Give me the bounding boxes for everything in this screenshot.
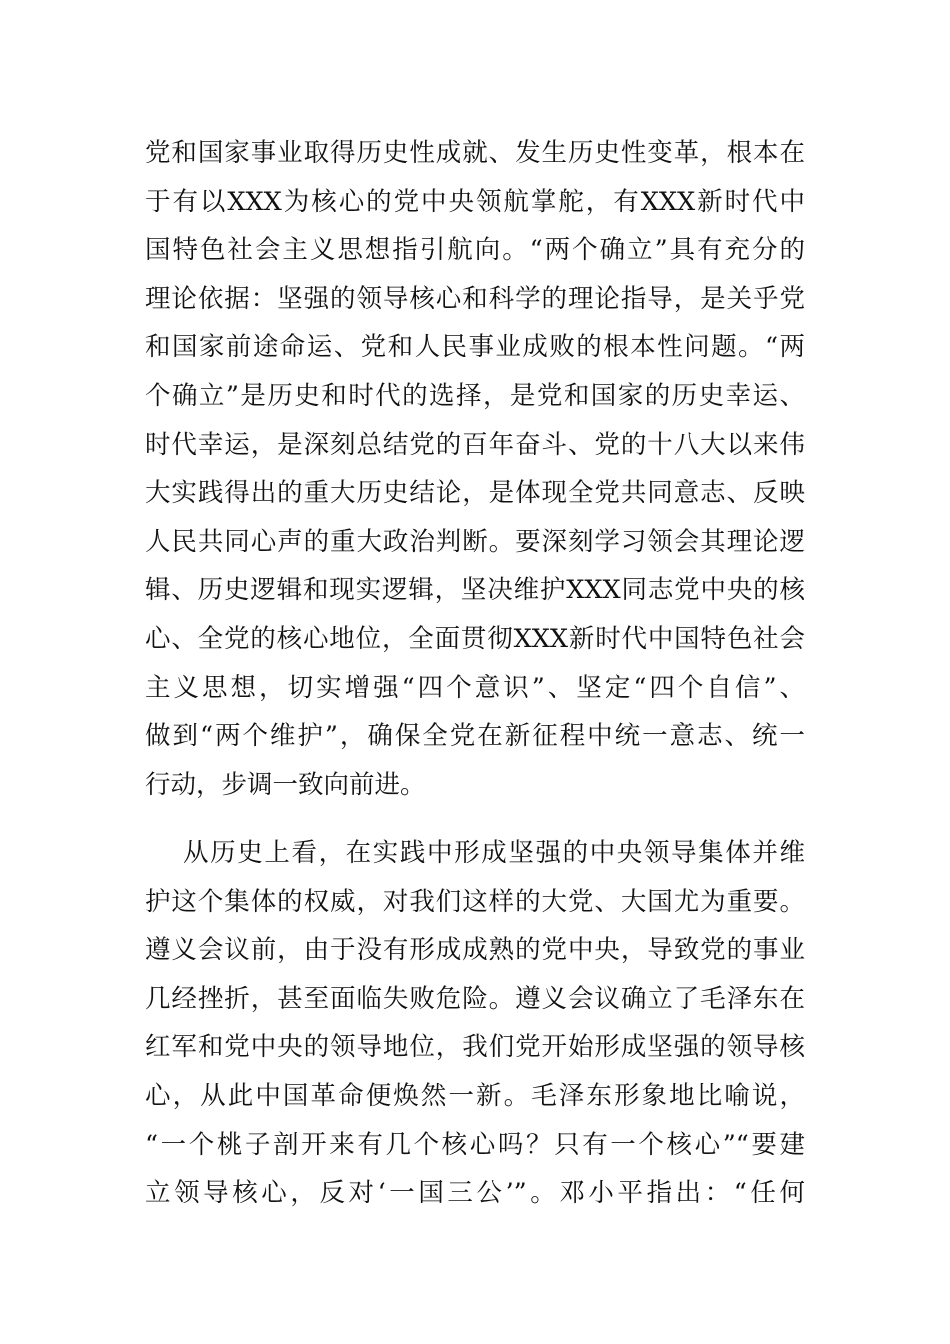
text-line: 主义思想，切实增强“四个意识”、坚定“四个自信”、 bbox=[145, 672, 805, 703]
text-line: 大实践得出的重大历史结论，是体现全党共同意志、反映 bbox=[145, 478, 805, 509]
text-line: 护这个集体的权威，对我们这样的大党、大国尤为重要。 bbox=[145, 886, 805, 917]
text-line: 从历史上看，在实践中形成坚强的中央领导集体并维 bbox=[183, 838, 805, 868]
text-line: 心，从此中国革命便焕然一新。毛泽东形象地比喻说， bbox=[145, 1080, 805, 1111]
text-line: 于有以XXX为核心的党中央领航掌舵，有XXX新时代中 bbox=[145, 186, 805, 217]
text-line: 做到“两个维护”，确保全党在新征程中统一意志、统一 bbox=[145, 721, 805, 752]
text-line: 几经挫折，甚至面临失败危险。遵义会议确立了毛泽东在 bbox=[145, 983, 805, 1014]
text-line: 国特色社会主义思想指引航向。“两个确立”具有充分的 bbox=[145, 235, 805, 266]
text-line: 立领导核心，反对‘一国三公’”。邓小平指出：“任何 bbox=[145, 1178, 805, 1209]
text-line: 行动，步调一致向前进。 bbox=[145, 769, 426, 800]
text-line: “一个桃子剖开来有几个核心吗？只有一个核心”“要建 bbox=[145, 1129, 805, 1160]
text-line: 理论依据：坚强的领导核心和科学的理论指导，是关乎党 bbox=[145, 283, 805, 314]
text-line: 红军和党中央的领导地位，我们党开始形成坚强的领导核 bbox=[145, 1032, 805, 1063]
text-line: 和国家前途命运、党和人民事业成败的根本性问题。“两 bbox=[145, 332, 805, 363]
text-line: 个确立”是历史和时代的选择，是党和国家的历史幸运、 bbox=[145, 380, 805, 411]
text-line: 人民共同心声的重大政治判断。要深刻学习领会其理论逻 bbox=[145, 526, 805, 557]
text-line: 时代幸运，是深刻总结党的百年奋斗、党的十八大以来伟 bbox=[145, 429, 805, 460]
text-line: 辑、历史逻辑和现实逻辑，坚决维护XXX同志党中央的核 bbox=[145, 575, 805, 606]
text-line: 党和国家事业取得历史性成就、发生历史性变革，根本在 bbox=[145, 138, 805, 168]
text-line: 遵义会议前，由于没有形成成熟的党中央，导致党的事业 bbox=[145, 935, 805, 966]
paragraph-1 bbox=[145, 129, 805, 809]
text-line: 心、全党的核心地位，全面贯彻XXX新时代中国特色社会 bbox=[145, 623, 805, 654]
paragraph-2 bbox=[145, 829, 805, 1218]
